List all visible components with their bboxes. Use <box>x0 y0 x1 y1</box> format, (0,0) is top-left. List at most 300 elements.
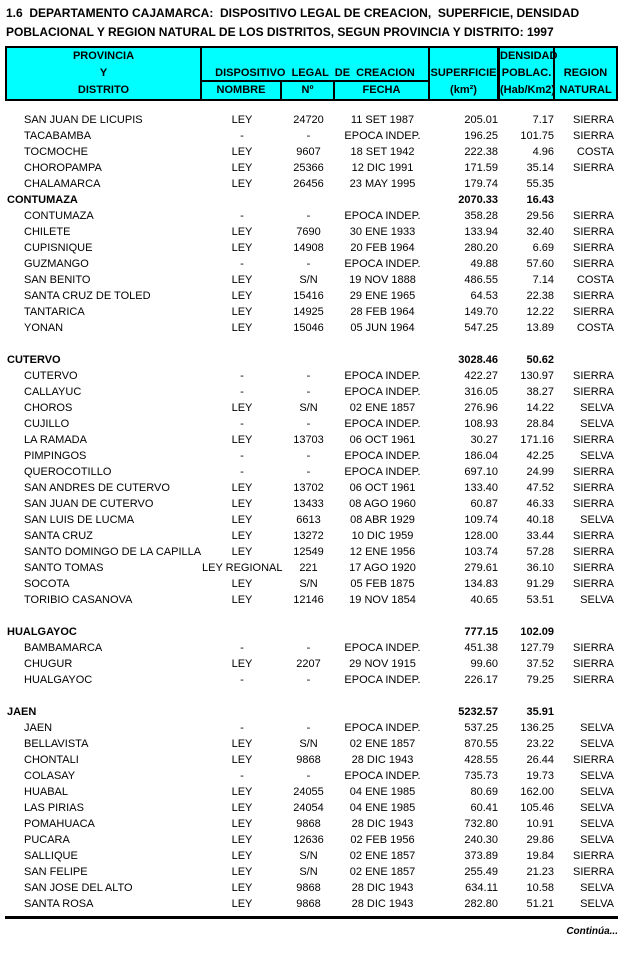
numero-cell: 13433 <box>293 498 324 510</box>
page-title-line2: POBLACIONAL Y REGION NATURAL DE LOS DISTRITOS, SEGUN PROVINCIA Y DISTRITO: 1997 <box>6 24 554 39</box>
page-title-line1: 1.6 DEPARTAMENTO CAJAMARCA: DISPOSITIVO LEGAL DE CREACION, SUPERFICIE, DENSIDAD <box>6 6 580 20</box>
densidad-cell: 91.29 <box>526 578 554 590</box>
superficie-cell: 134.83 <box>464 578 498 590</box>
superficie-cell: 547.25 <box>464 322 498 334</box>
province-row <box>5 192 618 208</box>
nombre-cell: LEY <box>231 850 253 862</box>
superficie-cell: 108.93 <box>464 418 498 430</box>
superficie-cell: 486.55 <box>464 274 498 286</box>
province-row <box>5 704 618 720</box>
name-cell: SOCOTA <box>24 578 70 590</box>
district-row <box>5 720 618 736</box>
header-densidad-line1: DENSIDAD <box>500 50 558 62</box>
name-cell: SAN BENITO <box>24 274 91 286</box>
name-cell: CUPISNIQUE <box>24 242 93 254</box>
superficie-cell: 422.27 <box>464 370 498 382</box>
name-cell: GUZMANGO <box>24 258 89 270</box>
densidad-cell: 162.00 <box>520 786 554 798</box>
nombre-cell: - <box>240 258 244 270</box>
nombre-cell: LEY <box>231 114 253 126</box>
fecha-cell: EPOCA INDEP. <box>344 258 421 270</box>
nombre-cell: LEY <box>231 402 253 414</box>
name-cell: POMAHUACA <box>24 818 95 830</box>
superficie-cell: 149.70 <box>464 306 498 318</box>
densidad-cell: 12.22 <box>526 306 554 318</box>
densidad-cell: 50.62 <box>526 354 554 366</box>
province-row <box>5 624 618 640</box>
densidad-cell: 101.75 <box>520 130 554 142</box>
fecha-cell <box>335 624 430 640</box>
fecha-cell: 06 OCT 1961 <box>349 482 416 494</box>
numero-cell: - <box>306 210 311 222</box>
district-row <box>5 368 618 384</box>
superficie-cell: 3028.46 <box>458 354 498 366</box>
densidad-cell: 19.73 <box>526 770 554 782</box>
densidad-cell: 10.91 <box>526 818 554 830</box>
nombre-cell: LEY <box>231 818 253 830</box>
fecha-cell: 05 JUN 1964 <box>350 322 415 334</box>
region-cell: SIERRA <box>573 658 614 670</box>
region-cell: SIERRA <box>573 370 614 382</box>
densidad-cell: 13.89 <box>526 322 554 334</box>
numero-cell: 14925 <box>293 306 324 318</box>
nombre-cell: LEY <box>231 738 253 750</box>
numero-cell: 15046 <box>293 322 324 334</box>
densidad-cell: 23.22 <box>526 738 554 750</box>
numero-cell: S/N <box>299 402 318 414</box>
name-cell: YONAN <box>24 322 64 334</box>
name-cell: CUJILLO <box>24 418 70 430</box>
region-cell: SIERRA <box>573 242 614 254</box>
header-superficie <box>428 48 497 99</box>
fecha-cell <box>335 352 430 368</box>
nombre-cell <box>202 704 282 720</box>
superficie-cell: 133.94 <box>464 226 498 238</box>
fecha-cell: 28 DIC 1943 <box>351 818 414 830</box>
densidad-cell: 57.60 <box>526 258 554 270</box>
name-cell: TOCMOCHE <box>24 146 88 158</box>
region-cell: SIERRA <box>573 578 614 590</box>
name-cell: HUABAL <box>24 786 69 798</box>
superficie-cell: 240.30 <box>464 834 498 846</box>
name-cell: SAN JOSE DEL ALTO <box>24 882 133 894</box>
numero-cell: 12146 <box>293 594 324 606</box>
name-cell: SAN JUAN DE CUTERVO <box>24 498 154 510</box>
superficie-cell: 316.05 <box>464 386 498 398</box>
fecha-cell: 08 AGO 1960 <box>349 498 416 510</box>
densidad-cell: 4.96 <box>532 146 554 158</box>
numero-cell <box>282 352 335 368</box>
densidad-cell: 24.99 <box>526 466 554 478</box>
fecha-cell: 18 SET 1942 <box>350 146 415 158</box>
superficie-cell: 870.55 <box>464 738 498 750</box>
fecha-cell: EPOCA INDEP. <box>344 466 421 478</box>
region-cell: SIERRA <box>573 498 614 510</box>
nombre-cell: LEY <box>231 834 253 846</box>
superficie-cell: 80.69 <box>470 786 498 798</box>
densidad-cell: 28.84 <box>526 418 554 430</box>
superficie-cell: 282.80 <box>464 898 498 910</box>
numero-cell: 24720 <box>293 114 324 126</box>
densidad-cell: 171.16 <box>520 434 554 446</box>
name-cell: CONTUMAZA <box>24 210 94 222</box>
numero-cell: 13702 <box>293 482 324 494</box>
fecha-cell: EPOCA INDEP. <box>344 130 421 142</box>
numero-cell: 12636 <box>293 834 324 846</box>
table-header <box>5 46 618 101</box>
nombre-cell: - <box>240 210 244 222</box>
district-row <box>5 640 618 656</box>
district-row <box>5 432 618 448</box>
district-row <box>5 480 618 496</box>
superficie-cell: 732.80 <box>464 818 498 830</box>
densidad-cell: 47.52 <box>526 482 554 494</box>
superficie-cell: 222.38 <box>464 146 498 158</box>
nombre-cell: - <box>240 770 244 782</box>
superficie-cell: 103.74 <box>464 546 498 558</box>
region-cell: SIERRA <box>573 562 614 574</box>
densidad-cell: 29.86 <box>526 834 554 846</box>
name-cell: HUALGAYOC <box>7 626 77 638</box>
nombre-cell: - <box>240 418 244 430</box>
region-cell: SIERRA <box>573 386 614 398</box>
name-cell: PIMPINGOS <box>24 450 87 462</box>
fecha-cell: 02 ENE 1857 <box>349 738 416 750</box>
superficie-cell: 276.96 <box>464 402 498 414</box>
fecha-cell <box>335 704 430 720</box>
densidad-cell: 10.58 <box>526 882 554 894</box>
numero-cell: S/N <box>299 866 318 878</box>
region-cell: COSTA <box>576 274 614 286</box>
superficie-cell: 109.74 <box>464 514 498 526</box>
fecha-cell: 02 ENE 1857 <box>349 402 416 414</box>
nombre-cell: LEY <box>231 434 253 446</box>
densidad-cell: 7.17 <box>532 114 554 126</box>
region-cell: SELVA <box>580 450 614 462</box>
numero-cell: - <box>306 722 311 734</box>
district-row <box>5 800 618 816</box>
densidad-cell: 55.35 <box>526 178 554 190</box>
superficie-cell: 205.01 <box>464 114 498 126</box>
name-cell: SAN JUAN DE LICUPIS <box>24 114 143 126</box>
name-cell: SANTO TOMAS <box>24 562 104 574</box>
fecha-cell: 02 ENE 1857 <box>349 866 416 878</box>
header-provincia-line2: Y <box>99 67 108 79</box>
superficie-cell: 99.60 <box>470 658 498 670</box>
header-densidad-line3: (Hab/Km2) <box>500 84 556 96</box>
spacer-row <box>5 336 618 352</box>
superficie-cell: 255.49 <box>464 866 498 878</box>
region-cell <box>555 176 618 192</box>
name-cell: TORIBIO CASANOVA <box>24 594 133 606</box>
district-row <box>5 768 618 784</box>
region-cell: SIERRA <box>573 866 614 878</box>
numero-cell <box>282 192 335 208</box>
name-cell: QUEROCOTILLO <box>24 466 112 478</box>
superficie-cell: 196.25 <box>464 130 498 142</box>
nombre-cell: LEY <box>231 898 253 910</box>
district-row <box>5 208 618 224</box>
superficie-cell: 49.88 <box>470 258 498 270</box>
district-row <box>5 496 618 512</box>
superficie-cell: 451.38 <box>464 642 498 654</box>
nombre-cell: LEY <box>231 514 253 526</box>
nombre-cell: LEY <box>231 226 253 238</box>
densidad-cell: 33.44 <box>526 530 554 542</box>
superficie-cell: 358.28 <box>464 210 498 222</box>
nombre-cell: LEY <box>231 290 253 302</box>
numero-cell: - <box>306 370 311 382</box>
superficie-cell: 373.89 <box>464 850 498 862</box>
nombre-cell: - <box>240 466 244 478</box>
nombre-cell: LEY <box>231 322 253 334</box>
nombre-cell: - <box>240 674 244 686</box>
fecha-cell: EPOCA INDEP. <box>344 386 421 398</box>
district-row <box>5 528 618 544</box>
region-cell: SELVA <box>580 818 614 830</box>
header-dispositivo-legal: DISPOSITIVO LEGAL DE CREACION <box>202 48 428 82</box>
district-row <box>5 896 618 912</box>
nombre-cell: LEY <box>231 786 253 798</box>
region-cell: SELVA <box>580 882 614 894</box>
fecha-cell: 12 DIC 1991 <box>351 162 414 174</box>
name-cell: SAN LUIS DE LUCMA <box>24 514 135 526</box>
district-row <box>5 464 618 480</box>
nombre-cell: LEY <box>231 306 253 318</box>
continua-note: Continúa... <box>566 926 618 937</box>
district-row <box>5 400 618 416</box>
nombre-cell: - <box>240 450 244 462</box>
densidad-cell: 105.46 <box>520 802 554 814</box>
nombre-cell: LEY <box>231 146 253 158</box>
district-row <box>5 304 618 320</box>
fecha-cell: 02 ENE 1857 <box>349 850 416 862</box>
nombre-cell: - <box>240 386 244 398</box>
nombre-cell: LEY <box>231 754 253 766</box>
densidad-cell: 29.56 <box>526 210 554 222</box>
fecha-cell: EPOCA INDEP. <box>344 210 421 222</box>
district-row <box>5 576 618 592</box>
densidad-cell: 38.27 <box>526 386 554 398</box>
numero-cell: 12549 <box>293 546 324 558</box>
numero-cell: 24055 <box>293 786 324 798</box>
fecha-cell: 28 DIC 1943 <box>351 898 414 910</box>
header-superficie-line1: SUPERFICIE <box>430 67 497 79</box>
district-row <box>5 880 618 896</box>
name-cell: SAN ANDRES DE CUTERVO <box>24 482 170 494</box>
fecha-cell: 04 ENE 1985 <box>349 786 416 798</box>
district-row <box>5 144 618 160</box>
region-cell: SIERRA <box>573 258 614 270</box>
district-row <box>5 560 618 576</box>
densidad-cell: 127.79 <box>520 642 554 654</box>
name-cell: SALLIQUE <box>24 850 78 862</box>
nombre-cell: LEY <box>231 178 253 190</box>
district-row <box>5 512 618 528</box>
nombre-cell <box>202 352 282 368</box>
region-cell: SIERRA <box>573 226 614 238</box>
region-cell: SIERRA <box>573 434 614 446</box>
numero-cell: S/N <box>299 578 318 590</box>
numero-cell: 9607 <box>296 146 321 158</box>
fecha-cell: EPOCA INDEP. <box>344 674 421 686</box>
header-densidad <box>497 48 558 99</box>
name-cell: BELLAVISTA <box>24 738 89 750</box>
fecha-cell: 05 FEB 1875 <box>350 578 415 590</box>
name-cell: CUTERVO <box>7 354 61 366</box>
superficie-cell: 30.27 <box>470 434 498 446</box>
numero-cell: - <box>306 386 311 398</box>
fecha-cell: EPOCA INDEP. <box>344 450 421 462</box>
bottom-rule <box>5 916 618 919</box>
nombre-cell: - <box>240 370 244 382</box>
superficie-cell: 697.10 <box>464 466 498 478</box>
nombre-cell: LEY REGIONAL <box>202 562 283 574</box>
region-cell: SELVA <box>580 834 614 846</box>
densidad-cell: 136.25 <box>520 722 554 734</box>
region-cell: SIERRA <box>573 466 614 478</box>
superficie-cell: 133.40 <box>464 482 498 494</box>
superficie-cell: 428.55 <box>464 754 498 766</box>
superficie-cell: 186.04 <box>464 450 498 462</box>
region-cell: SELVA <box>580 402 614 414</box>
densidad-cell: 53.51 <box>526 594 554 606</box>
fecha-cell: EPOCA INDEP. <box>344 770 421 782</box>
densidad-cell: 36.10 <box>526 562 554 574</box>
superficie-cell: 60.87 <box>470 498 498 510</box>
nombre-cell: LEY <box>231 162 253 174</box>
densidad-cell: 7.14 <box>532 274 554 286</box>
district-row <box>5 272 618 288</box>
numero-cell: 6613 <box>296 514 321 526</box>
province-row <box>5 352 618 368</box>
district-row <box>5 656 618 672</box>
header-numero: Nº <box>282 82 335 99</box>
district-row <box>5 448 618 464</box>
header-nombre: NOMBRE <box>202 82 282 99</box>
name-cell: SANTA CRUZ <box>24 530 93 542</box>
numero-cell: - <box>306 770 311 782</box>
numero-cell: 9868 <box>296 754 321 766</box>
district-row <box>5 816 618 832</box>
densidad-cell: 51.21 <box>526 898 554 910</box>
name-cell: SANTA CRUZ DE TOLED <box>24 290 151 302</box>
numero-cell: 15416 <box>293 290 324 302</box>
numero-cell: 9868 <box>296 882 321 894</box>
densidad-cell: 6.69 <box>532 242 554 254</box>
nombre-cell: - <box>240 642 244 654</box>
densidad-cell: 35.91 <box>526 706 554 718</box>
region-cell: SIERRA <box>573 546 614 558</box>
name-cell: BAMBAMARCA <box>24 642 103 654</box>
nombre-cell <box>202 624 282 640</box>
region-cell: SIERRA <box>573 642 614 654</box>
densidad-cell: 57.28 <box>526 546 554 558</box>
nombre-cell: LEY <box>231 866 253 878</box>
name-cell: PUCARA <box>24 834 70 846</box>
name-cell: CHOROS <box>24 402 73 414</box>
region-cell: SIERRA <box>573 162 614 174</box>
numero-cell: 26456 <box>293 178 324 190</box>
name-cell: TACABAMBA <box>24 130 92 142</box>
nombre-cell: LEY <box>231 594 253 606</box>
superficie-cell: 64.53 <box>470 290 498 302</box>
district-row <box>5 320 618 336</box>
nombre-cell: LEY <box>231 578 253 590</box>
superficie-cell: 226.17 <box>464 674 498 686</box>
nombre-cell: LEY <box>231 274 253 286</box>
region-cell: SELVA <box>580 738 614 750</box>
fecha-cell: 28 DIC 1943 <box>351 754 414 766</box>
region-cell: SIERRA <box>573 850 614 862</box>
name-cell: JAEN <box>7 706 37 718</box>
numero-cell: S/N <box>299 738 318 750</box>
numero-cell: - <box>306 418 311 430</box>
name-cell: SANTA ROSA <box>24 898 94 910</box>
page-title <box>6 4 618 41</box>
nombre-cell: LEY <box>231 498 253 510</box>
region-cell: SELVA <box>580 722 614 734</box>
superficie-cell: 40.65 <box>470 594 498 606</box>
district-row <box>5 736 618 752</box>
region-cell: SELVA <box>580 770 614 782</box>
region-cell <box>555 704 618 720</box>
numero-cell: S/N <box>299 274 318 286</box>
numero-cell: 7690 <box>296 226 321 238</box>
region-cell <box>555 352 618 368</box>
fecha-cell: 12 ENE 1956 <box>349 546 416 558</box>
name-cell: LAS PIRIAS <box>24 802 84 814</box>
nombre-cell: LEY <box>231 658 253 670</box>
spacer-row <box>5 608 618 624</box>
district-row <box>5 672 618 688</box>
numero-cell: 24054 <box>293 802 324 814</box>
region-cell: SELVA <box>580 786 614 798</box>
fecha-cell: 29 NOV 1915 <box>349 658 416 670</box>
fecha-cell: 29 ENE 1965 <box>349 290 416 302</box>
district-row <box>5 256 618 272</box>
name-cell: LA RAMADA <box>24 434 87 446</box>
region-cell: SELVA <box>580 418 614 430</box>
district-row <box>5 176 618 192</box>
superficie-cell: 5232.57 <box>458 706 498 718</box>
header-provincia-line3: DISTRITO <box>77 84 130 96</box>
densidad-cell: 40.18 <box>526 514 554 526</box>
superficie-cell: 2070.33 <box>458 194 498 206</box>
district-row <box>5 848 618 864</box>
header-region-line1: REGION <box>563 67 608 79</box>
numero-cell: 13703 <box>293 434 324 446</box>
superficie-cell: 128.00 <box>464 530 498 542</box>
header-region-line2: NATURAL <box>559 84 612 96</box>
superficie-cell: 634.11 <box>465 882 498 894</box>
name-cell: CALLAYUC <box>24 386 82 398</box>
superficie-cell: 735.73 <box>464 770 498 782</box>
name-cell: CHUGUR <box>24 658 73 670</box>
district-row <box>5 384 618 400</box>
numero-cell: 9868 <box>296 898 321 910</box>
superficie-cell: 777.15 <box>464 626 498 638</box>
nombre-cell: - <box>240 722 244 734</box>
district-row <box>5 128 618 144</box>
densidad-cell: 26.44 <box>526 754 554 766</box>
fecha-cell: 20 FEB 1964 <box>350 242 415 254</box>
district-row <box>5 224 618 240</box>
region-cell: SELVA <box>580 898 614 910</box>
header-provincia-distrito <box>7 48 202 99</box>
numero-cell: S/N <box>299 850 318 862</box>
densidad-cell: 19.84 <box>526 850 554 862</box>
